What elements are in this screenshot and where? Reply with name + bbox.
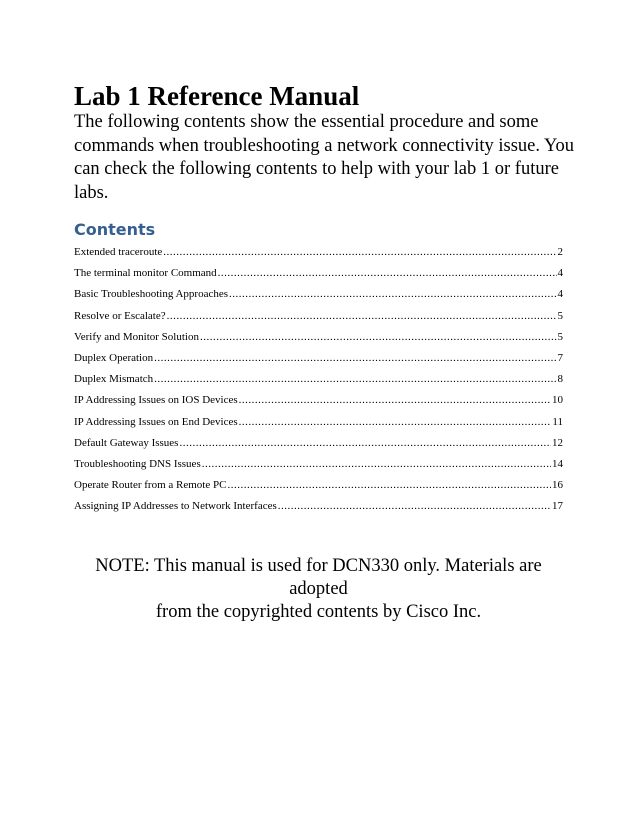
toc-dot-leader xyxy=(167,306,557,327)
toc-entry-title: Extended traceroute xyxy=(74,246,163,258)
toc-entry-basic-troubleshooting[interactable] xyxy=(74,284,563,305)
toc-entry-dns-issues[interactable] xyxy=(74,454,563,475)
toc-entry-title: Assigning IP Addresses to Network Interfaces xyxy=(74,500,277,513)
toc-entry-title: Resolve or Escalate? xyxy=(74,309,166,322)
toc-entry-terminal-monitor[interactable] xyxy=(74,263,563,284)
toc-entry-page: 8 xyxy=(557,373,563,386)
toc-entry-title: Verify and Monitor Solution xyxy=(74,330,199,343)
toc-entry-page: 12 xyxy=(552,436,563,449)
toc-entry-page: 5 xyxy=(557,330,563,343)
toc-entry-page: 14 xyxy=(552,457,563,470)
toc-entry-title: Troubleshooting DNS Issues xyxy=(74,457,201,470)
toc-entry-operate-router[interactable] xyxy=(74,475,563,496)
toc-dot-leader xyxy=(227,475,551,496)
toc-entry-page: 4 xyxy=(557,288,563,301)
toc-entry-title: Default Gateway Issues xyxy=(74,436,179,449)
toc-entry-ip-issues-end-devices[interactable] xyxy=(74,412,563,433)
toc-entry-assigning-ip[interactable] xyxy=(74,496,563,517)
toc-entry-title: IP Addressing Issues on End Devices xyxy=(74,415,238,428)
toc-entry-page: 10 xyxy=(552,394,563,407)
toc-dot-leader xyxy=(218,263,557,284)
toc-entry-title: IP Addressing Issues on IOS Devices xyxy=(74,394,238,407)
toc-entry-title: Duplex Mismatch xyxy=(74,373,154,386)
note-line-1: NOTE: This manual is used for DCN330 only. Materials are adopted xyxy=(95,556,542,599)
toc-entry-page: 17 xyxy=(552,500,563,513)
toc-entry-extended-traceroute[interactable] xyxy=(74,242,563,263)
note-line-2: from the copyrighted contents by Cisco Inc. xyxy=(155,602,482,622)
toc-entry-title: Operate Router from a Remote PC xyxy=(74,479,227,492)
toc-entry-page: 4 xyxy=(557,267,563,280)
toc-dot-leader xyxy=(202,454,551,475)
toc-dot-leader xyxy=(200,327,557,348)
toc-dot-leader xyxy=(154,369,556,390)
toc-entry-resolve-or-escalate[interactable] xyxy=(74,306,563,327)
toc-dot-leader xyxy=(239,390,551,411)
toc-dot-leader xyxy=(163,242,556,263)
toc-dot-leader xyxy=(278,496,551,517)
toc-entry-verify-and-monitor[interactable] xyxy=(74,327,563,348)
toc-entry-page: 16 xyxy=(552,479,563,492)
toc-entry-default-gateway[interactable] xyxy=(74,433,563,454)
contents-heading: Contents xyxy=(74,220,156,239)
intro-paragraph: The following contents show the essential procedure and some commands when troubleshooting a network connectivity issue. You can check the following contents to help with your lab 1 or future labs. xyxy=(74,112,574,203)
toc-entry-duplex-mismatch[interactable] xyxy=(74,369,563,390)
toc-entry-page: 11 xyxy=(552,415,563,428)
toc-entry-title: Basic Troubleshooting Approaches xyxy=(74,288,228,301)
document-title: Lab 1 Reference Manual xyxy=(74,81,360,111)
toc-entry-page: 5 xyxy=(557,309,563,322)
toc-entry-page: 7 xyxy=(557,351,563,364)
toc-entry-ip-issues-ios[interactable] xyxy=(74,390,563,411)
toc-dot-leader xyxy=(154,348,556,369)
toc-dot-leader xyxy=(179,433,551,454)
toc-dot-leader xyxy=(229,284,557,305)
toc-dot-leader xyxy=(239,412,552,433)
toc-entry-duplex-operation[interactable] xyxy=(74,348,563,369)
table-of-contents xyxy=(74,242,563,517)
copyright-note xyxy=(74,555,563,624)
toc-entry-title: Duplex Operation xyxy=(74,351,154,364)
toc-entry-page: 2 xyxy=(557,246,563,258)
toc-entry-title: The terminal monitor Command xyxy=(74,267,217,280)
